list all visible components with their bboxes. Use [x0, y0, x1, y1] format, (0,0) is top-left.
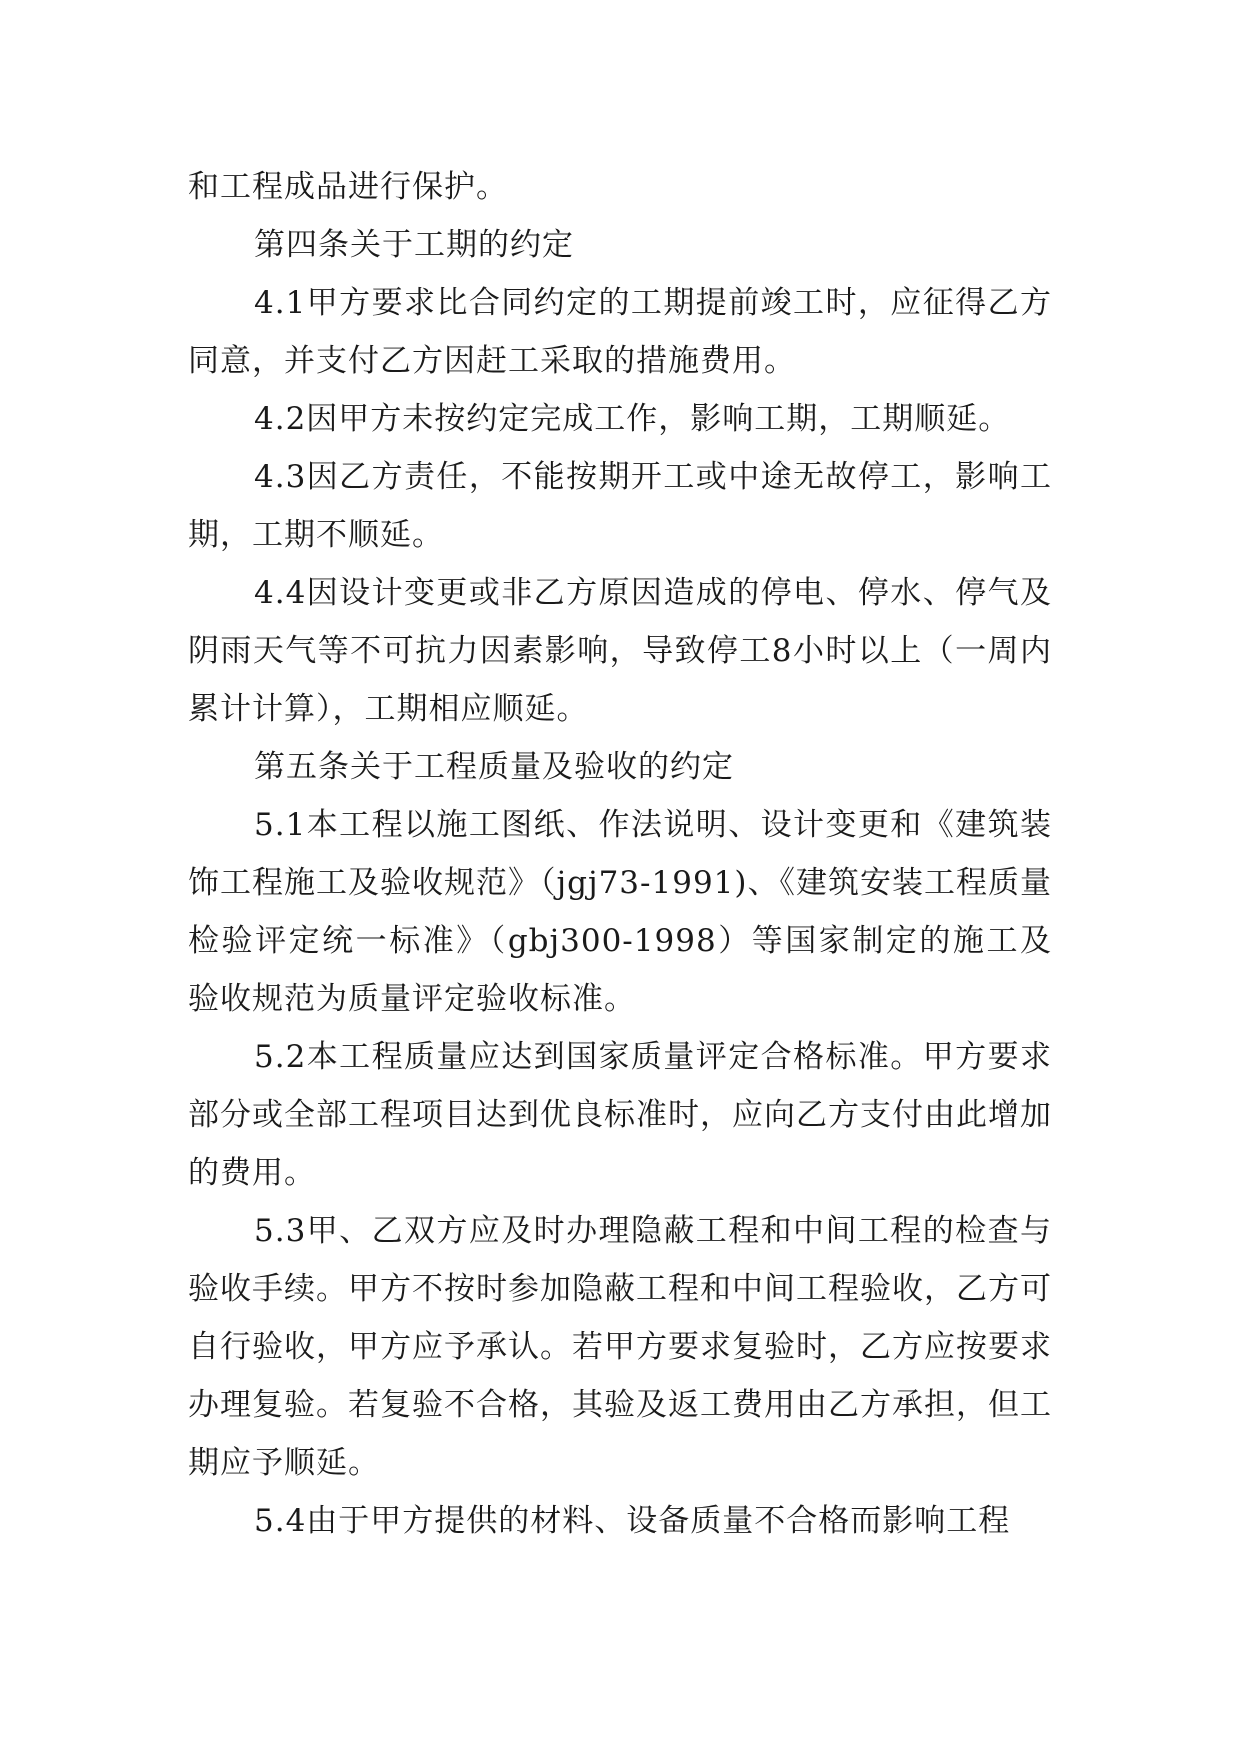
- clause-4-3: 4.3因乙方责任，不能按期开工或中途无故停工，影响工期，工期不顺延。: [188, 459, 1052, 553]
- clause-5-4: 5.4由于甲方提供的材料、设备质量不合格而影响工程: [254, 1503, 1011, 1539]
- clause-5-1: 5.1本工程以施工图纸、作法说明、设计变更和《建筑装饰工程施工及验收规范》（jgj73-1991)、《建筑安装工程质量检验评定统一标准》（gbj300-1998）等国家制定的施工及验收规范为质量评定验收标准。: [188, 807, 1052, 1017]
- clause-5-3: 5.3甲、乙双方应及时办理隐蔽工程和中间工程的检查与验收手续。甲方不按时参加隐蔽工程和中间工程验收，乙方可自行验收，甲方应予承认。若甲方要求复验时，乙方应按要求办理复验。若复验不合格，其验及返工费用由乙方承担，但工期应予顺延。: [188, 1213, 1052, 1481]
- clause-4-1: 4.1甲方要求比合同约定的工期提前竣工时，应征得乙方同意，并支付乙方因赶工采取的措施费用。: [188, 285, 1052, 379]
- clause-5-2: 5.2本工程质量应达到国家质量评定合格标准。甲方要求部分或全部工程项目达到优良标准时，应向乙方支付由此增加的费用。: [188, 1039, 1052, 1191]
- heading-article-4: 第四条关于工期的约定: [254, 227, 574, 263]
- paragraph-continuation: 和工程成品进行保护。: [188, 169, 508, 205]
- document-body: [188, 158, 1052, 1550]
- clause-4-2: 4.2因甲方未按约定完成工作，影响工期，工期顺延。: [254, 401, 1011, 437]
- heading-article-5: 第五条关于工程质量及验收的约定: [254, 749, 734, 785]
- clause-4-4: 4.4因设计变更或非乙方原因造成的停电、停水、停气及阴雨天气等不可抗力因素影响，导致停工8小时以上（一周内累计计算），工期相应顺延。: [188, 575, 1052, 727]
